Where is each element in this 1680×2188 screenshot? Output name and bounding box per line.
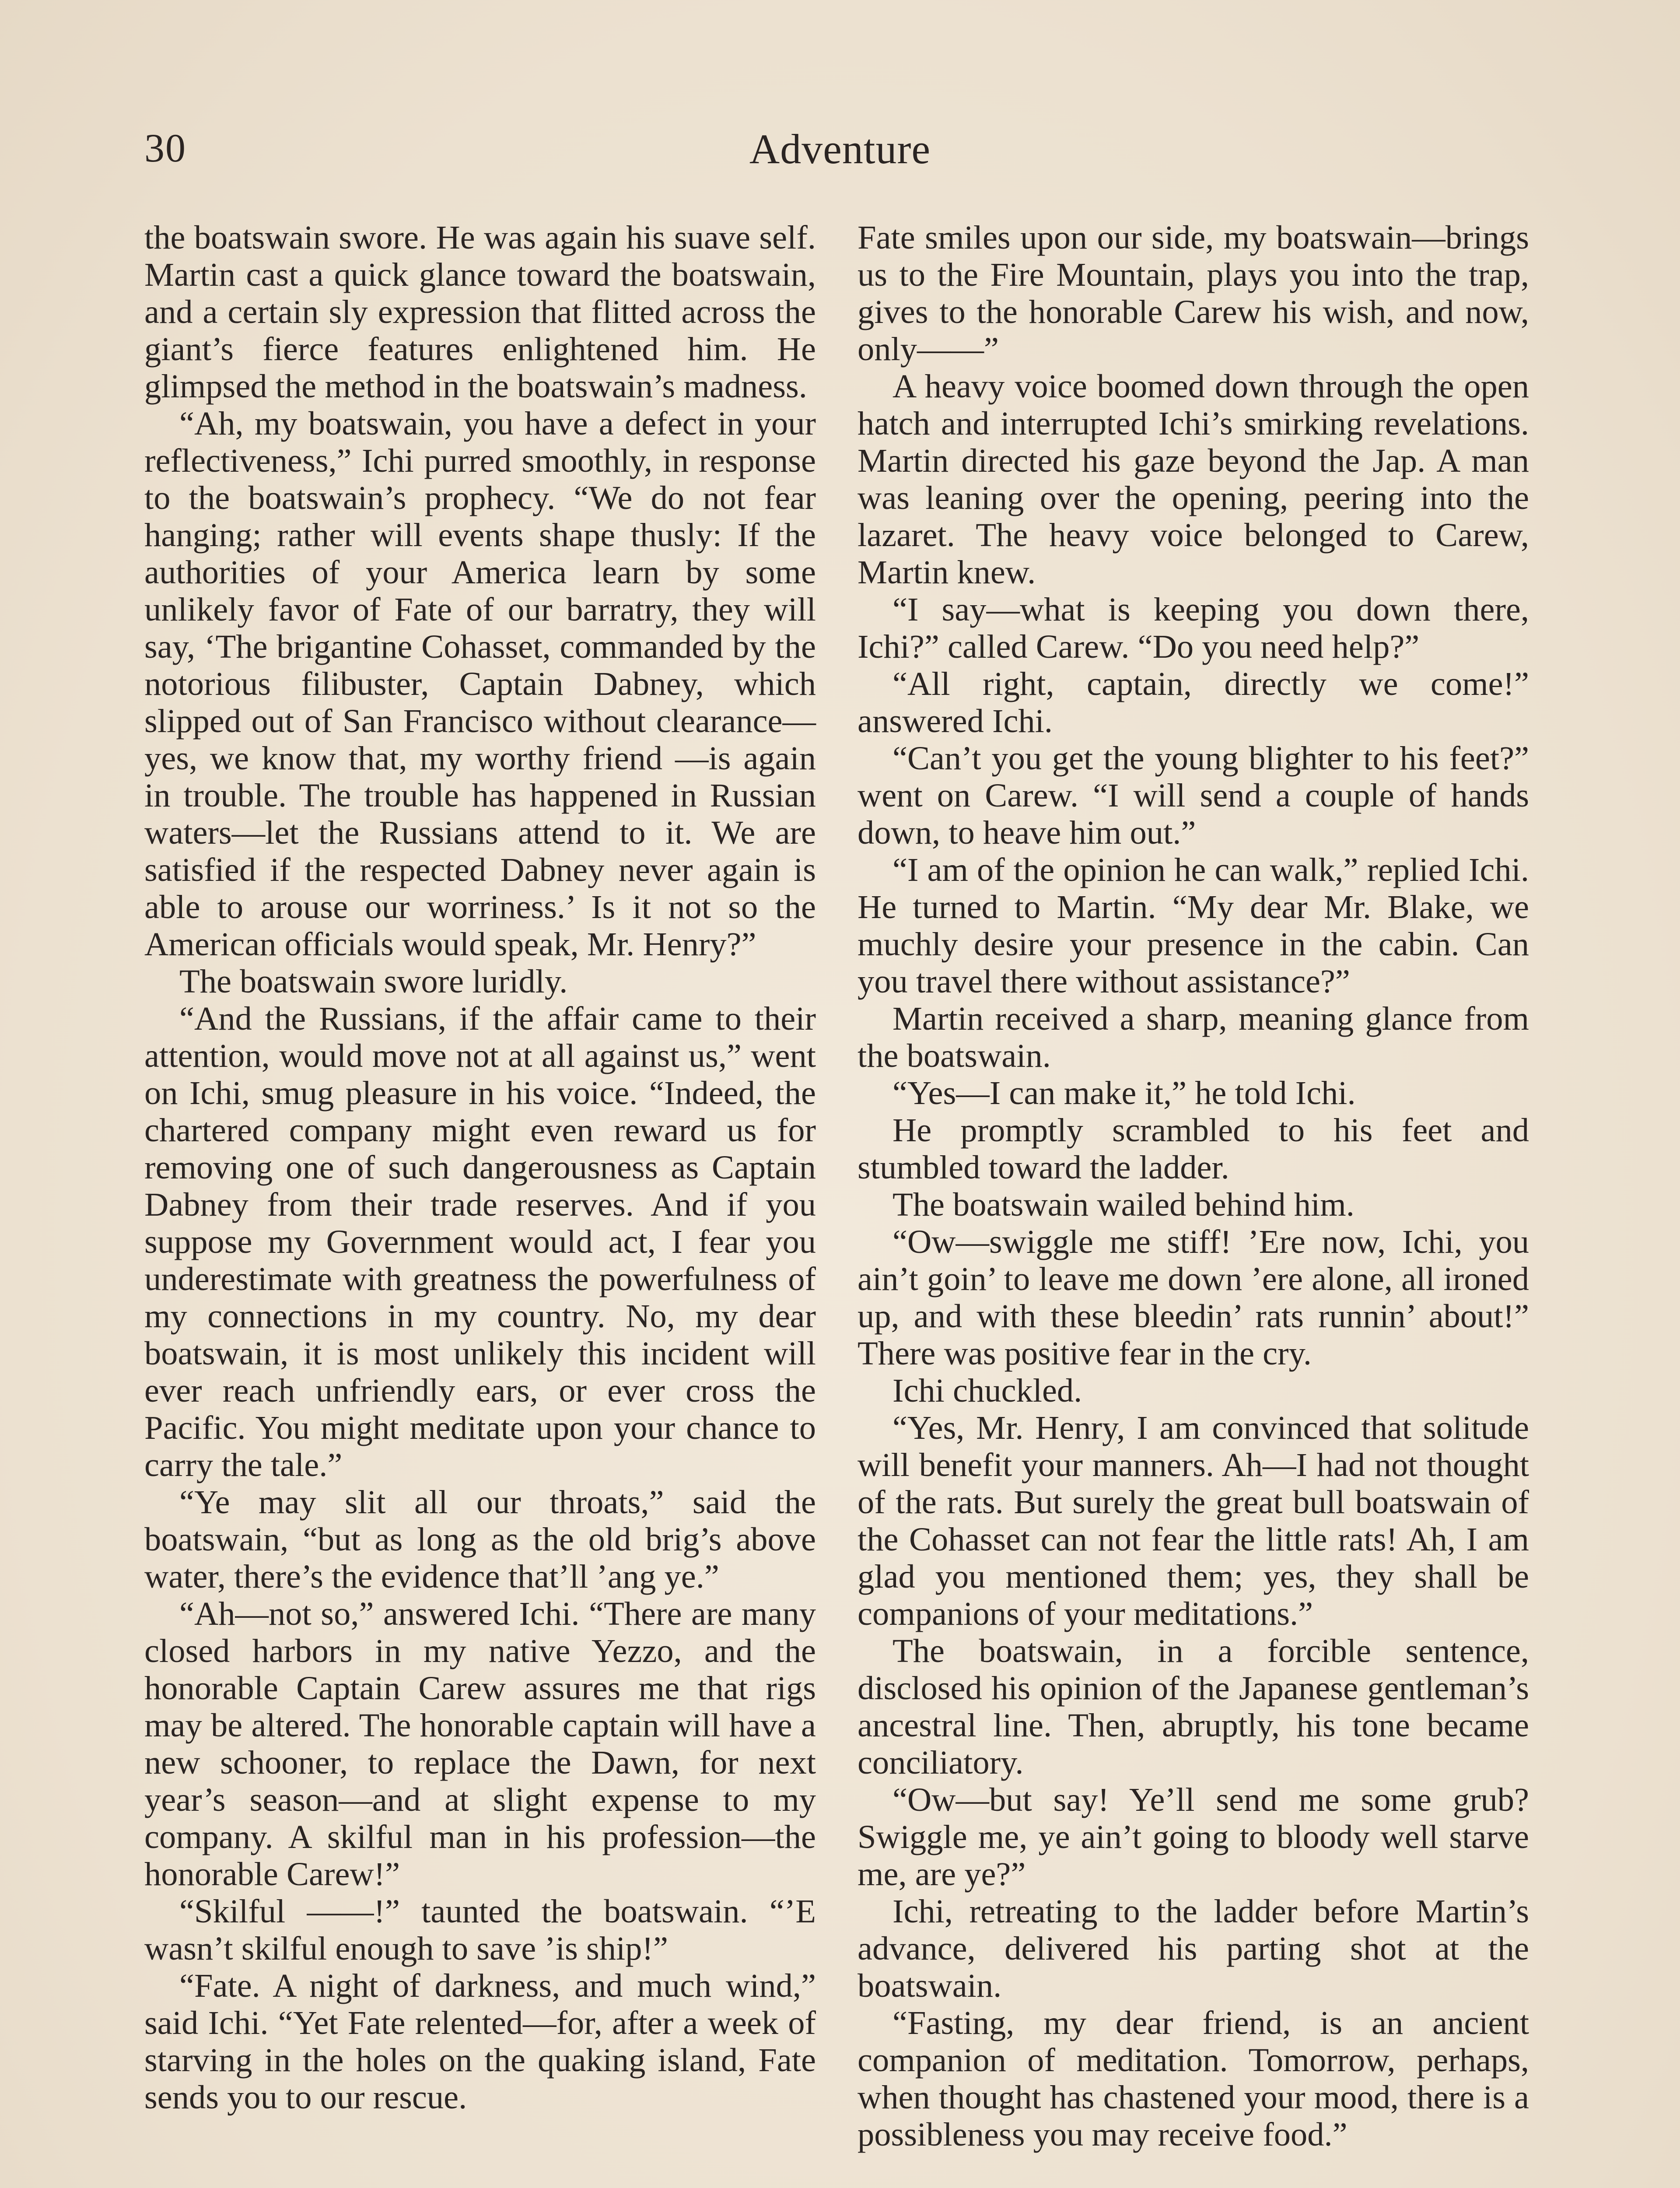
paragraph: “Fasting, my dear friend, is an ancient companion of meditation. Tomorrow, perhaps, when thought has chastened your mood, there is a possibleness you may receive food.” — [858, 2004, 1529, 2153]
paragraph: Fate smiles upon our side, my boatswain—brings us to the Fire Mountain, plays you into the trap, gives to the honorable Carew his wish, and now, only——” — [858, 219, 1529, 368]
paragraph: Ichi chuckled. — [892, 1372, 1082, 1409]
right-column — [858, 219, 1529, 2153]
paragraph: The boatswain swore luridly. — [179, 963, 568, 1000]
paragraph: Ichi, retreating to the ladder before Martin’s advance, delivered his parting shot at the boatswain. — [858, 1893, 1529, 2004]
paragraph: “Yes, Mr. Henry, I am convinced that solitude will benefit your manners. Ah—I had not thought of the rats. But surely the great bull boatswain of the Cohasset can not fear the little rats! Ah, I am glad you mentioned them; yes, they shall be companions of your meditations.” — [858, 1409, 1529, 1632]
paragraph: “Fate. A night of darkness, and much wind,” said Ichi. “Yet Fate relented—for, after a week of starving in the holes on the quaking island, Fate sends you to our rescue. — [144, 1967, 816, 2116]
paragraph: Martin received a sharp, meaning glance from the boatswain. — [858, 1000, 1529, 1074]
page-number: 30 — [144, 126, 186, 170]
paragraph: The boatswain, in a forcible sentence, disclosed his opinion of the Japanese gentleman’s ancestral line. Then, abruptly, his tone became conciliatory. — [858, 1632, 1529, 1781]
paragraph: “Ah, my boatswain, you have a defect in your reflectiveness,” Ichi purred smoothly, in response to the boatswain’s prophecy. “We do not fear hanging; rather will events shape thusly: If the authorities of your America learn by some unlikely favor of Fate of our barratry, they will say, ‘The brigantine Cohasset, commanded by the notorious filibuster, Captain Dabney, which slipped out of San Francisco without clearance—yes, we know that, my worthy friend —is again in trouble. The trouble has happened in Russian waters—let the Russians attend to it. We are satisfied if the respected Dabney never again is able to arouse our worriness.’ Is it not so the American officials would speak, Mr. Henry?” — [144, 405, 816, 963]
paragraph: “Ye may slit all our throats,” said the boatswain, “but as long as the old brig’s above water, there’s the evidence that’ll ’ang ye.” — [144, 1483, 816, 1595]
paragraph: the boatswain swore. He was again his suave self. Martin cast a quick glance toward the boatswain, and a certain sly expression that flitted across the giant’s fierce features enlightened him. He glimpsed the method in the boatswain’s madness. — [144, 219, 816, 405]
paragraph: “I say—what is keeping you down there, Ichi?” called Carew. “Do you need help?” — [858, 591, 1529, 665]
paragraph: “Yes—I can make it,” he told Ichi. — [892, 1074, 1356, 1112]
paragraph: A heavy voice boomed down through the open hatch and interrupted Ichi’s smirking revelations. Martin directed his gaze beyond the Jap. A man was leaning over the opening, peering into the lazaret. The heavy voice belonged to Carew, Martin knew. — [858, 368, 1529, 591]
running-title: Adventure — [749, 126, 931, 172]
paragraph: The boatswain wailed behind him. — [892, 1186, 1354, 1223]
paragraph: “Skilful ——!” taunted the boatswain. “’E wasn’t skilful enough to save ’is ship!” — [144, 1893, 816, 1967]
paragraph: “All right, captain, directly we come!” answered Ichi. — [858, 665, 1529, 740]
paragraph: “Can’t you get the young blighter to his feet?” went on Carew. “I will send a couple of hands down, to heave him out.” — [858, 740, 1529, 851]
text-columns — [144, 219, 1536, 2188]
paragraph: “I am of the opinion he can walk,” replied Ichi. He turned to Martin. “My dear Mr. Blake, we muchly desire your presence in the cabin. Can you travel there without assistance?” — [858, 851, 1529, 1000]
paragraph: “Ow—but say! Ye’ll send me some grub? Swiggle me, ye ain’t going to bloody well starve me, are ye?” — [858, 1781, 1529, 1893]
page-header — [144, 125, 1536, 190]
paragraph: “Ah—not so,” answered Ichi. “There are many closed harbors in my native Yezzo, and the honorable Captain Carew assures me that rigs may be altered. The honorable captain will have a new schooner, to replace the Dawn, for next year’s season—and at slight expense to my company. A skilful man in his profession—the honorable Carew!” — [144, 1595, 816, 1893]
paragraph: “And the Russians, if the affair came to their attention, would move not at all against us,” went on Ichi, smug pleasure in his voice. “Indeed, the chartered company might even reward us for removing one of such dangerousness as Captain Dabney from their trade reserves. And if you suppose my Government would act, I fear you underestimate with greatness the powerfulness of my connections in my country. No, my dear boatswain, it is most unlikely this incident will ever reach unfriendly ears, or ever cross the Pacific. You might meditate upon your chance to carry the tale.” — [144, 1000, 816, 1483]
paragraph: “Ow—swiggle me stiff! ’Ere now, Ichi, you ain’t goin’ to leave me down ’ere alone, all ironed up, and with these bleedin’ rats runnin’ about!” There was positive fear in the cry. — [858, 1223, 1529, 1372]
paragraph: He promptly scrambled to his feet and stumbled toward the ladder. — [858, 1112, 1529, 1186]
left-column — [144, 219, 816, 2116]
